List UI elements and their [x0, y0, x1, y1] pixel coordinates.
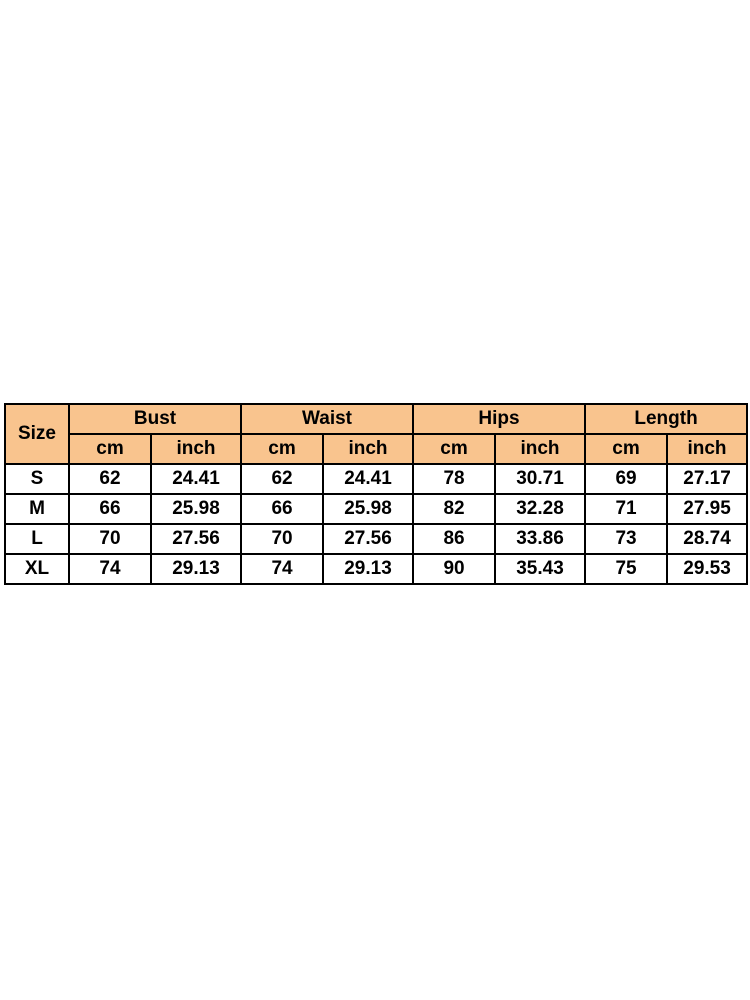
- length-cm-cell: 75: [585, 554, 667, 584]
- header-row-units: [5, 434, 747, 464]
- bust-inch-header: inch: [151, 434, 241, 464]
- waist-inch-cell: 25.98: [323, 494, 413, 524]
- length-inch-cell: 28.74: [667, 524, 747, 554]
- hips-inch-header: inch: [495, 434, 585, 464]
- table-row-m: [5, 494, 747, 524]
- waist-inch-cell: 24.41: [323, 464, 413, 494]
- bust-inch-cell: 25.98: [151, 494, 241, 524]
- table-row-l: [5, 524, 747, 554]
- bust-cm-header: cm: [69, 434, 151, 464]
- hips-inch-cell: 33.86: [495, 524, 585, 554]
- waist-inch-cell: 27.56: [323, 524, 413, 554]
- length-cm-cell: 69: [585, 464, 667, 494]
- length-cm-cell: 71: [585, 494, 667, 524]
- size-cell: S: [5, 464, 69, 494]
- waist-cm-cell: 66: [241, 494, 323, 524]
- waist-cm-header: cm: [241, 434, 323, 464]
- bust-inch-cell: 24.41: [151, 464, 241, 494]
- waist-inch-header: inch: [323, 434, 413, 464]
- hips-inch-cell: 30.71: [495, 464, 585, 494]
- table-row-xl: [5, 554, 747, 584]
- bust-cm-cell: 62: [69, 464, 151, 494]
- table-body: [5, 464, 747, 584]
- waist-inch-cell: 29.13: [323, 554, 413, 584]
- bust-cm-cell: 70: [69, 524, 151, 554]
- length-inch-cell: 27.17: [667, 464, 747, 494]
- hips-cm-header: cm: [413, 434, 495, 464]
- hips-cm-cell: 90: [413, 554, 495, 584]
- hips-cm-cell: 82: [413, 494, 495, 524]
- length-cm-header: cm: [585, 434, 667, 464]
- bust-inch-cell: 29.13: [151, 554, 241, 584]
- waist-cm-cell: 62: [241, 464, 323, 494]
- size-cell: L: [5, 524, 69, 554]
- length-inch-header: inch: [667, 434, 747, 464]
- size-cell: M: [5, 494, 69, 524]
- bust-cm-cell: 74: [69, 554, 151, 584]
- hips-group-header: Hips: [413, 404, 585, 434]
- length-inch-cell: 29.53: [667, 554, 747, 584]
- size-cell: XL: [5, 554, 69, 584]
- length-inch-cell: 27.95: [667, 494, 747, 524]
- length-group-header: Length: [585, 404, 747, 434]
- hips-cm-cell: 86: [413, 524, 495, 554]
- hips-cm-cell: 78: [413, 464, 495, 494]
- waist-cm-cell: 70: [241, 524, 323, 554]
- table-row-s: [5, 464, 747, 494]
- size-chart-table: [4, 403, 748, 585]
- length-cm-cell: 73: [585, 524, 667, 554]
- waist-group-header: Waist: [241, 404, 413, 434]
- table-header: [5, 404, 747, 464]
- waist-cm-cell: 74: [241, 554, 323, 584]
- hips-inch-cell: 32.28: [495, 494, 585, 524]
- bust-inch-cell: 27.56: [151, 524, 241, 554]
- header-row-groups: [5, 404, 747, 434]
- size-chart: [4, 403, 746, 585]
- bust-group-header: Bust: [69, 404, 241, 434]
- bust-cm-cell: 66: [69, 494, 151, 524]
- size-column-header: Size: [5, 404, 69, 464]
- hips-inch-cell: 35.43: [495, 554, 585, 584]
